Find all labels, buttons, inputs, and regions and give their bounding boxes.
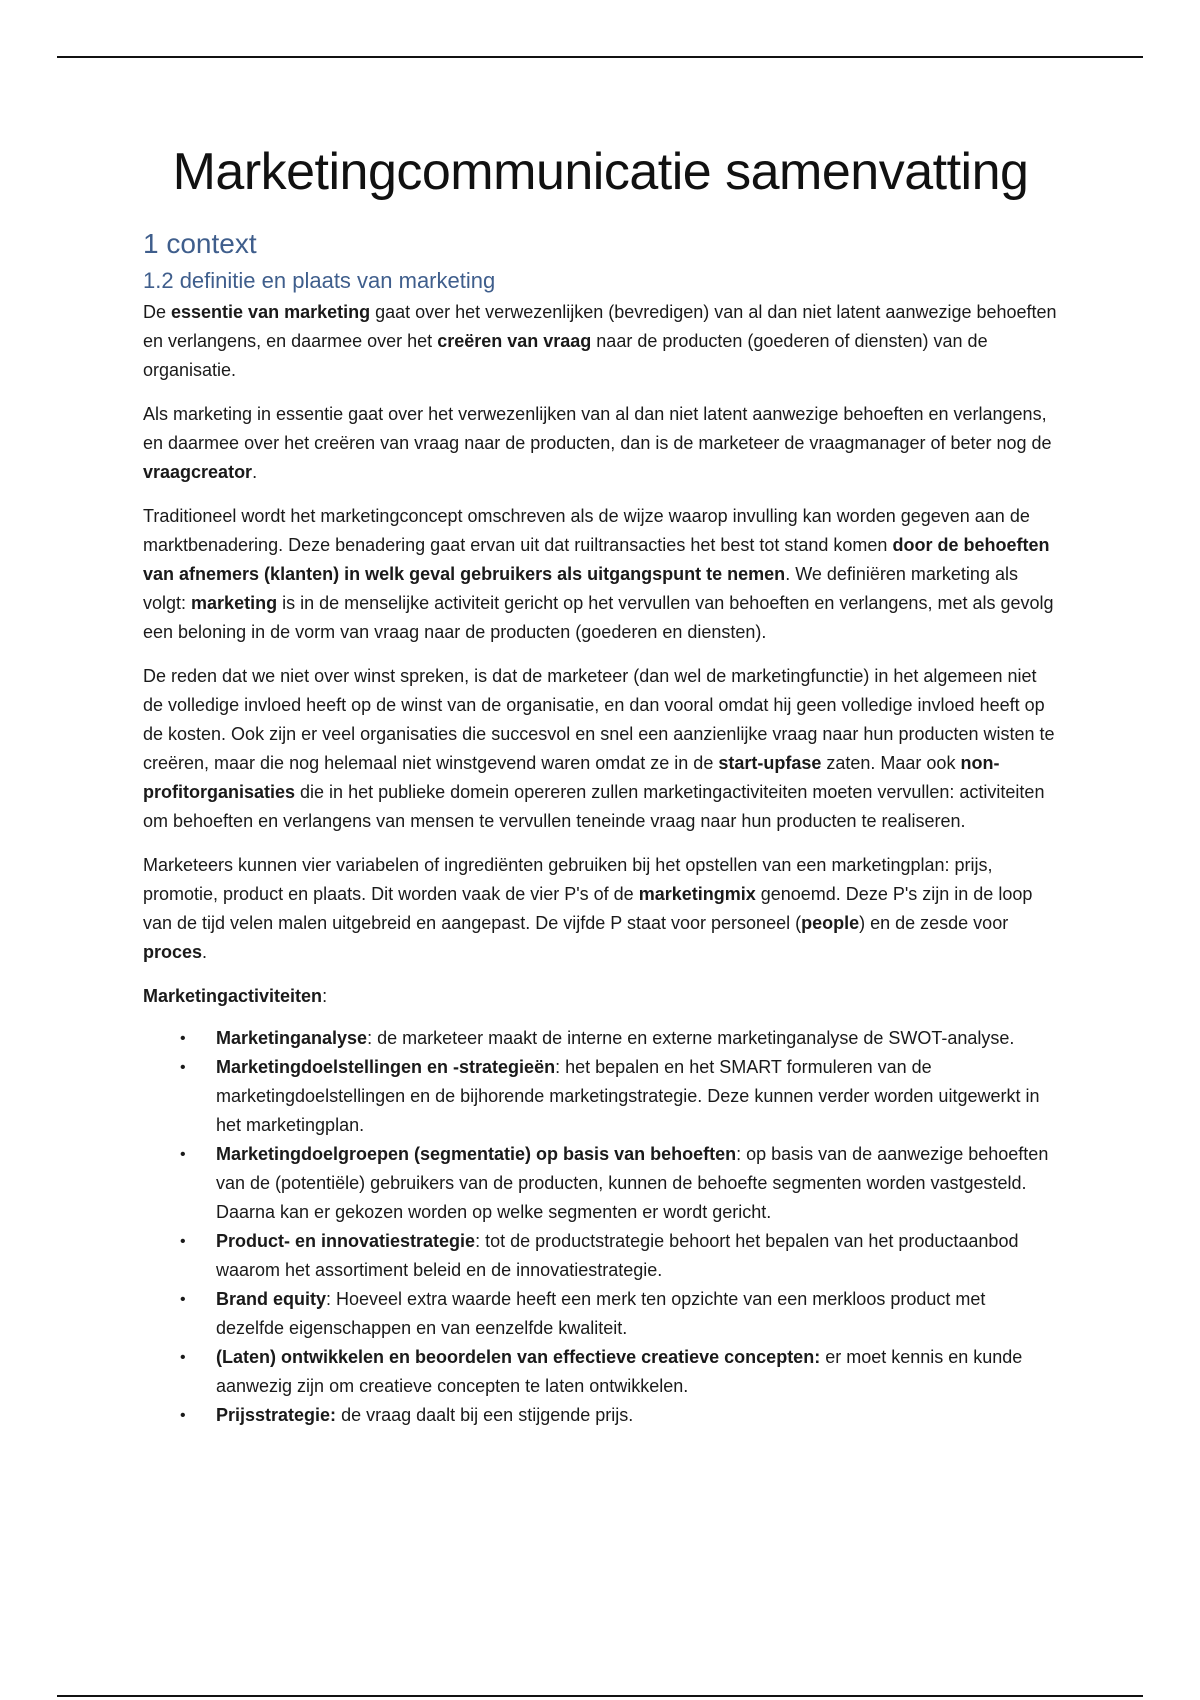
bullet-icon: • bbox=[180, 1233, 186, 1250]
list-item: • Marketinganalyse: de marketeer maakt de interne en externe marketinganalyse de SWOT-analyse. bbox=[216, 1024, 1058, 1053]
paragraph-marketingmix: Marketeers kunnen vier variabelen of ingrediënten gebruiken bij het opstellen van een marketingplan: prijs, promotie, product en plaats. Dit worden vaak de vier P's of de marketingmix genoemd. Deze P's zijn in de loop van de tijd velen malen uitgebreid en aangepast. De vijfde P staat voor personeel (people) en de zesde voor proces. bbox=[143, 855, 1033, 962]
bullet-icon: • bbox=[180, 1291, 186, 1308]
list-item: • Brand equity: Hoeveel extra waarde heeft een merk ten opzichte van een merkloos product met dezelfde eigenschappen en van eenzelfde kwaliteit. bbox=[216, 1285, 1058, 1343]
bullet-icon: • bbox=[180, 1349, 186, 1366]
bullet-icon: • bbox=[180, 1059, 186, 1076]
paragraph-winst: De reden dat we niet over winst spreken, is dat de marketeer (dan wel de marketingfunctie) in het algemeen niet de volledige invloed heeft op de winst van de organisatie, en dan vooral omdat hij geen volledige invloed heeft op de kosten. Ook zijn er veel organisaties die succesvol en snel een aanzienlijke vraag naar hun producten wisten te creëren, maar die nog helemaal niet winstgevend waren omdat ze in de start-upfase zaten. Maar ook non-profitorganisaties die in het publieke domein opereren zullen marketingactiviteiten moeten vervullen: activiteiten om behoeften en verlangens van mensen te vervullen teneinde vraag naar hun producten te realiseren. bbox=[143, 666, 1055, 831]
list-item: • Product- en innovatiestrategie: tot de productstrategie behoort het bepalen van het productaanbod waarom het assortiment beleid en de innovatiestrategie. bbox=[216, 1227, 1058, 1285]
list-item: • Marketingdoelgroepen (segmentatie) op basis van behoeften: op basis van de aanwezige behoeften van de (potentiële) gebruikers van de producten, kunnen de behoefte segmenten worden vastgesteld. Daarna kan er gekozen worden op welke segmenten er wordt gericht. bbox=[216, 1140, 1058, 1227]
paragraph-vraagcreator: Als marketing in essentie gaat over het verwezenlijken van al dan niet latent aanwezige behoeften en verlangens, en daarmee over het creëren van vraag naar de producten, dan is de marketeer de vraagmanager of beter nog de vraagcreator. bbox=[143, 404, 1052, 482]
document-title: Marketingcommunicatie samenvatting bbox=[172, 143, 1029, 201]
footer-rule bbox=[57, 1695, 1143, 1697]
bullet-icon: • bbox=[180, 1146, 186, 1163]
list-item: • (Laten) ontwikkelen en beoordelen van effectieve creatieve concepten: er moet kennis en kunde aanwezig zijn om creatieve concepten te laten ontwikkelen. bbox=[216, 1343, 1058, 1401]
document-body bbox=[143, 140, 1058, 1430]
heading-definitie: 1.2 definitie en plaats van marketing bbox=[143, 268, 496, 293]
paragraph-marketingconcept: Traditioneel wordt het marketingconcept omschreven als de wijze waarop invulling kan worden gegeven aan de marktbenadering. Deze benadering gaat ervan uit dat ruiltransacties het best tot stand komen door de behoeften van afnemers (klanten) in welk geval gebruikers als uitgangspunt te nemen. We definiëren marketing als volgt: marketing is in de menselijke activiteit gericht op het vervullen van behoeften en verlangens, met als gevolg een beloning in de vorm van vraag naar de producten (goederen en diensten). bbox=[143, 506, 1054, 642]
activities-list bbox=[143, 1024, 1058, 1430]
list-item: • Prijsstrategie: de vraag daalt bij een stijgende prijs. bbox=[216, 1401, 1058, 1430]
heading-context: 1 context bbox=[143, 228, 257, 259]
bullet-icon: • bbox=[180, 1030, 186, 1047]
header-rule bbox=[57, 56, 1143, 58]
bullet-icon: • bbox=[180, 1407, 186, 1424]
list-item: • Marketingdoelstellingen en -strategieën: het bepalen en het SMART formuleren van de marketingdoelstellingen en de bijhorende marketingstrategie. Deze kunnen verder worden uitgewerkt in het marketingplan. bbox=[216, 1053, 1058, 1140]
paragraph-essentie: De essentie van marketing gaat over het verwezenlijken (bevredigen) van al dan niet latent aanwezige behoeften en verlangens, en daarmee over het creëren van vraag naar de producten (goederen of diensten) van de organisatie. bbox=[143, 302, 1057, 380]
activities-label: Marketingactiviteiten: bbox=[143, 986, 328, 1006]
